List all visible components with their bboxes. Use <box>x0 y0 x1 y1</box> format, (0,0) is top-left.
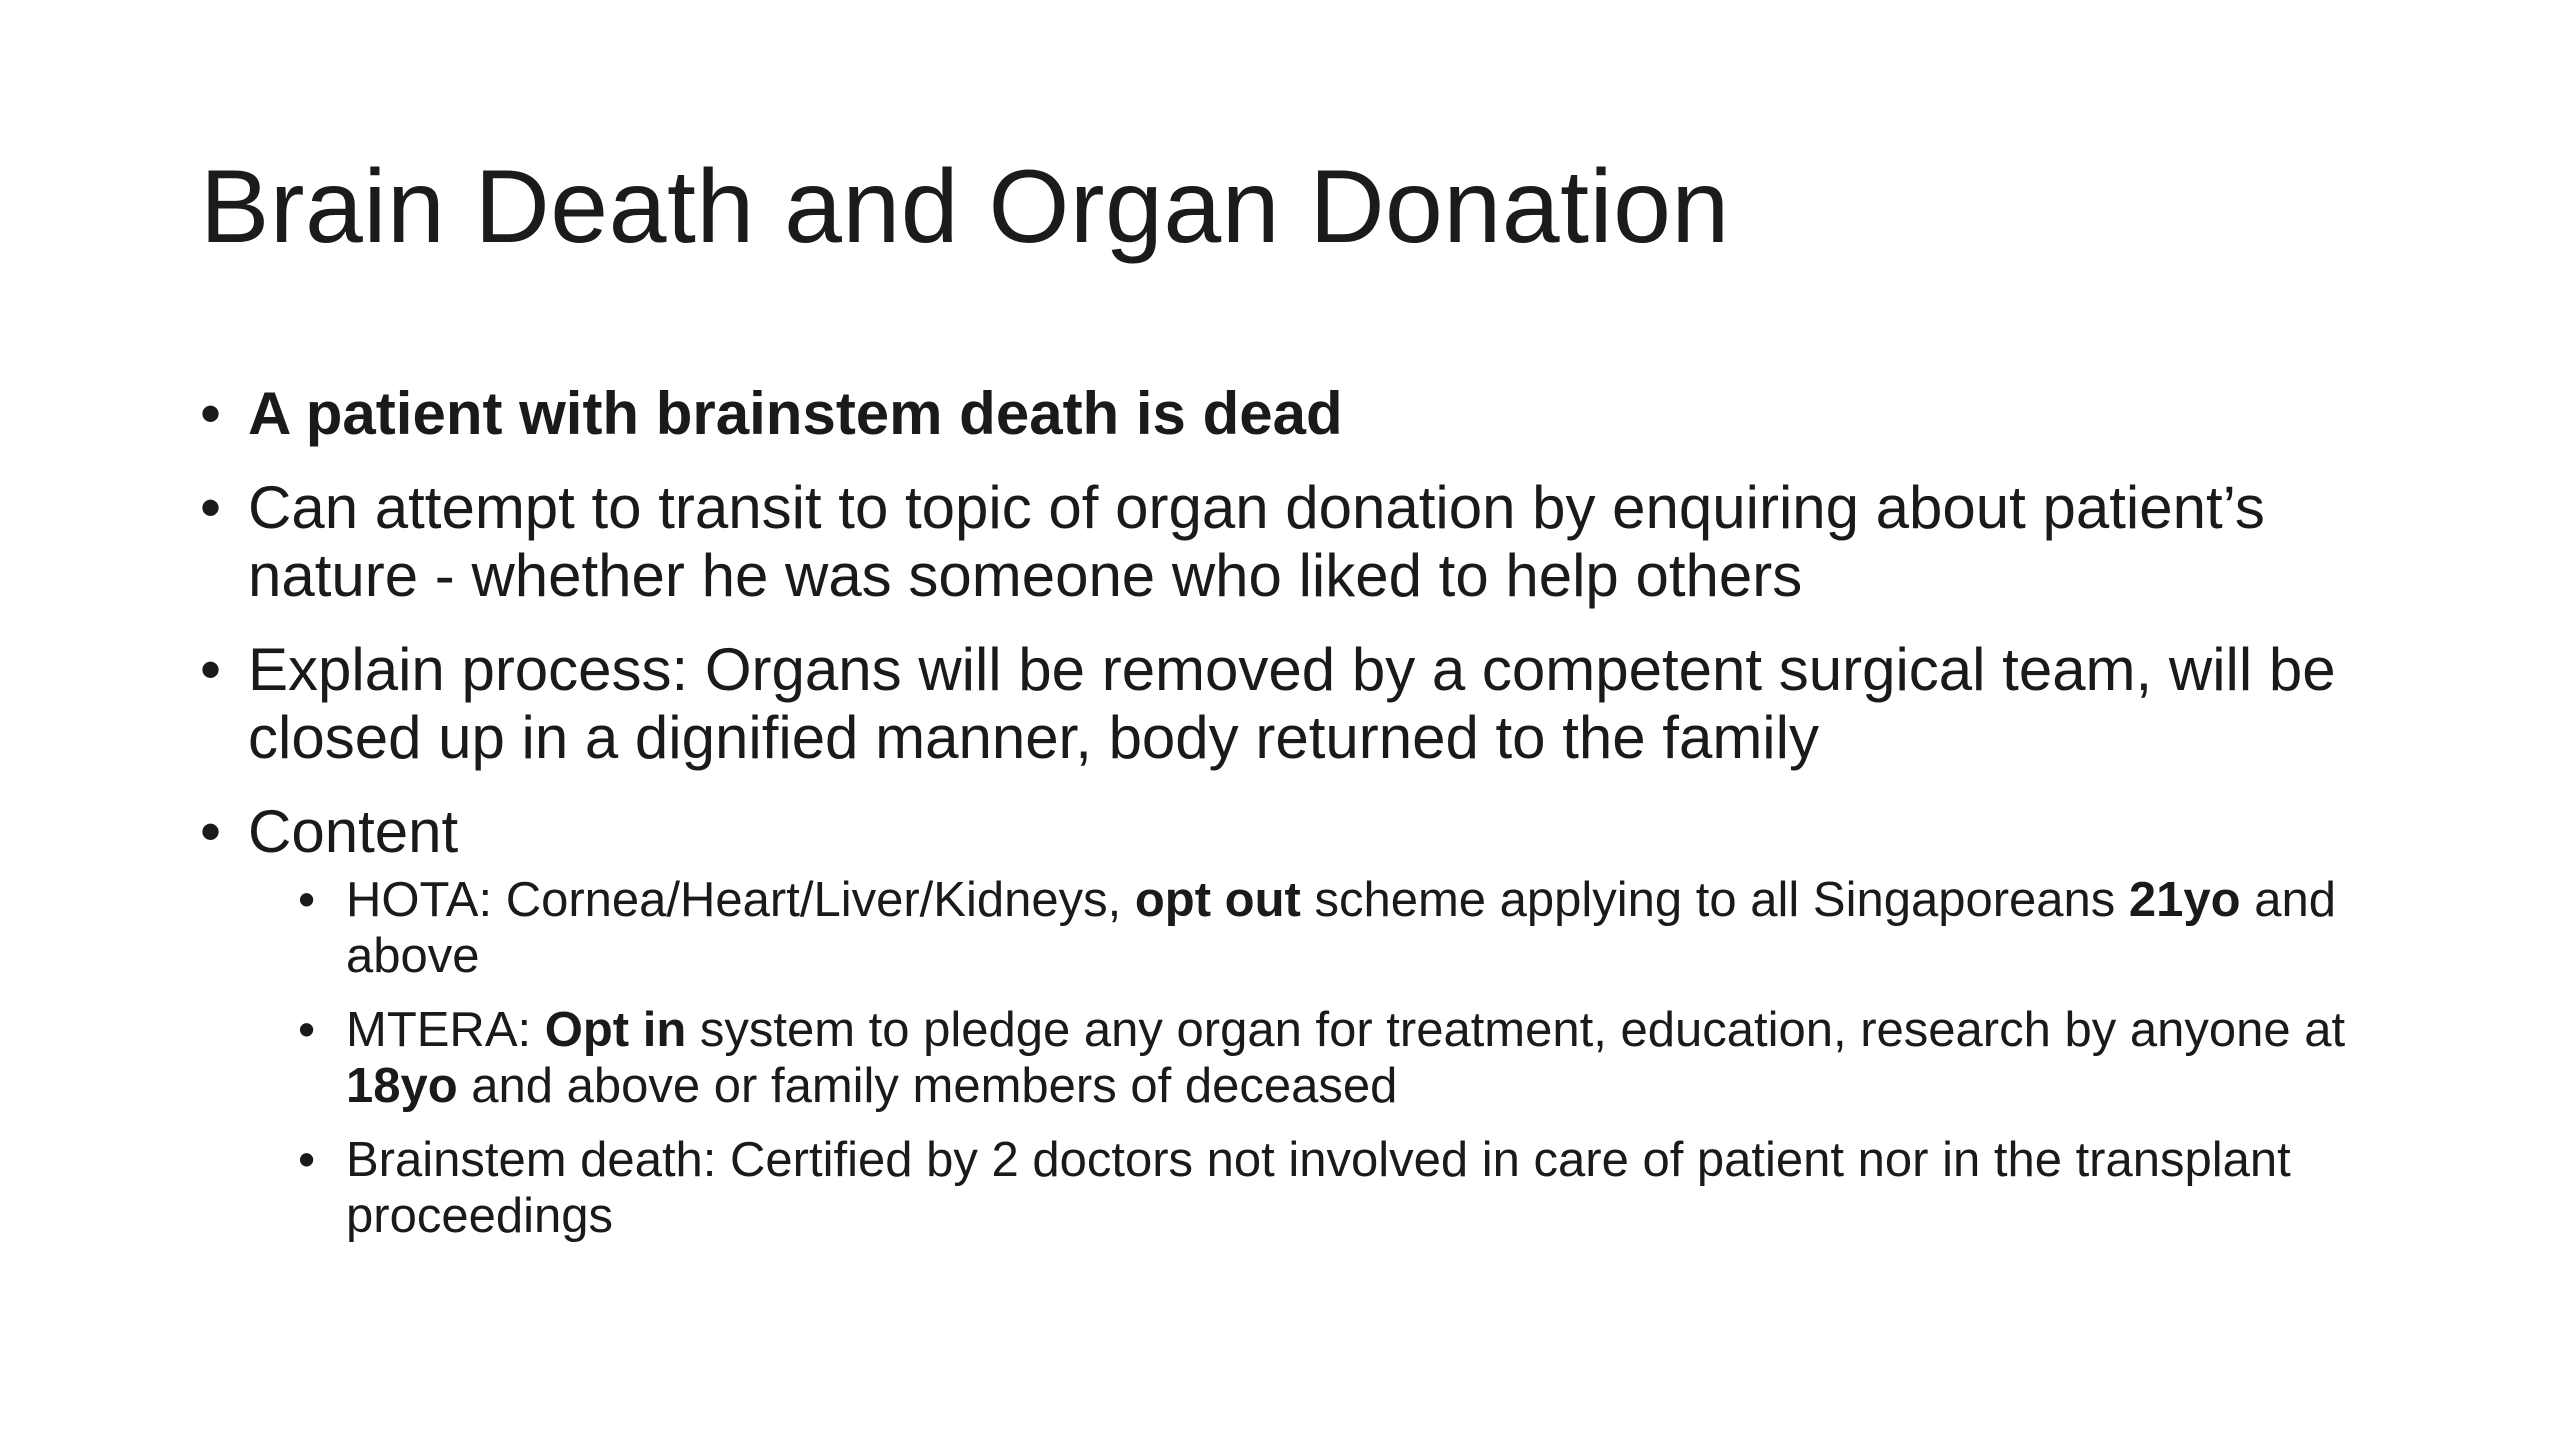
sub-bullet-list <box>298 872 2400 1244</box>
bullet-item-2 <box>200 474 2400 610</box>
bold-text: A patient with brainstem death is dead <box>248 380 1343 447</box>
bullet-icon: • <box>200 380 222 447</box>
bullet-icon: • <box>298 873 316 927</box>
bullet-list <box>200 380 2400 1262</box>
sub-bullet-item-mtera <box>298 1002 2400 1114</box>
slide-title: Brain Death and Organ Donation <box>200 149 1730 265</box>
sub-bullet-text: MTERA: Opt in system to pledge any organ for treatment, education, research by anyone at 18yo and above or family members of deceased <box>346 1003 2346 1113</box>
bullet-icon: • <box>298 1003 316 1057</box>
bullet-text: Can attempt to transit to topic of organ donation by enquiring about patient’s nature - whether he was someone who liked to help others <box>248 474 2265 609</box>
sub-bullet-item-brainstem <box>298 1132 2400 1244</box>
sub-bullet-text: HOTA: Cornea/Heart/Liver/Kidneys, opt out scheme applying to all Singaporeans 21yo and above <box>346 873 2336 983</box>
bullet-item-3 <box>200 636 2400 772</box>
bullet-icon: • <box>298 1133 316 1187</box>
bullet-text <box>248 380 1343 447</box>
sub-bullet-text: Brainstem death: Certified by 2 doctors not involved in care of patient nor in the transplant proceedings <box>346 1133 2291 1243</box>
bullet-icon: • <box>200 798 222 865</box>
bullet-item-1 <box>200 380 2400 448</box>
bullet-item-4 <box>200 798 2400 866</box>
bullet-text: Content <box>248 798 459 865</box>
bullet-icon: • <box>200 636 222 703</box>
bullet-text: Explain process: Organs will be removed by a competent surgical team, will be closed up in a dignified manner, body returned to the family <box>248 636 2336 771</box>
bullet-icon: • <box>200 474 222 541</box>
sub-bullet-item-hota <box>298 872 2400 984</box>
